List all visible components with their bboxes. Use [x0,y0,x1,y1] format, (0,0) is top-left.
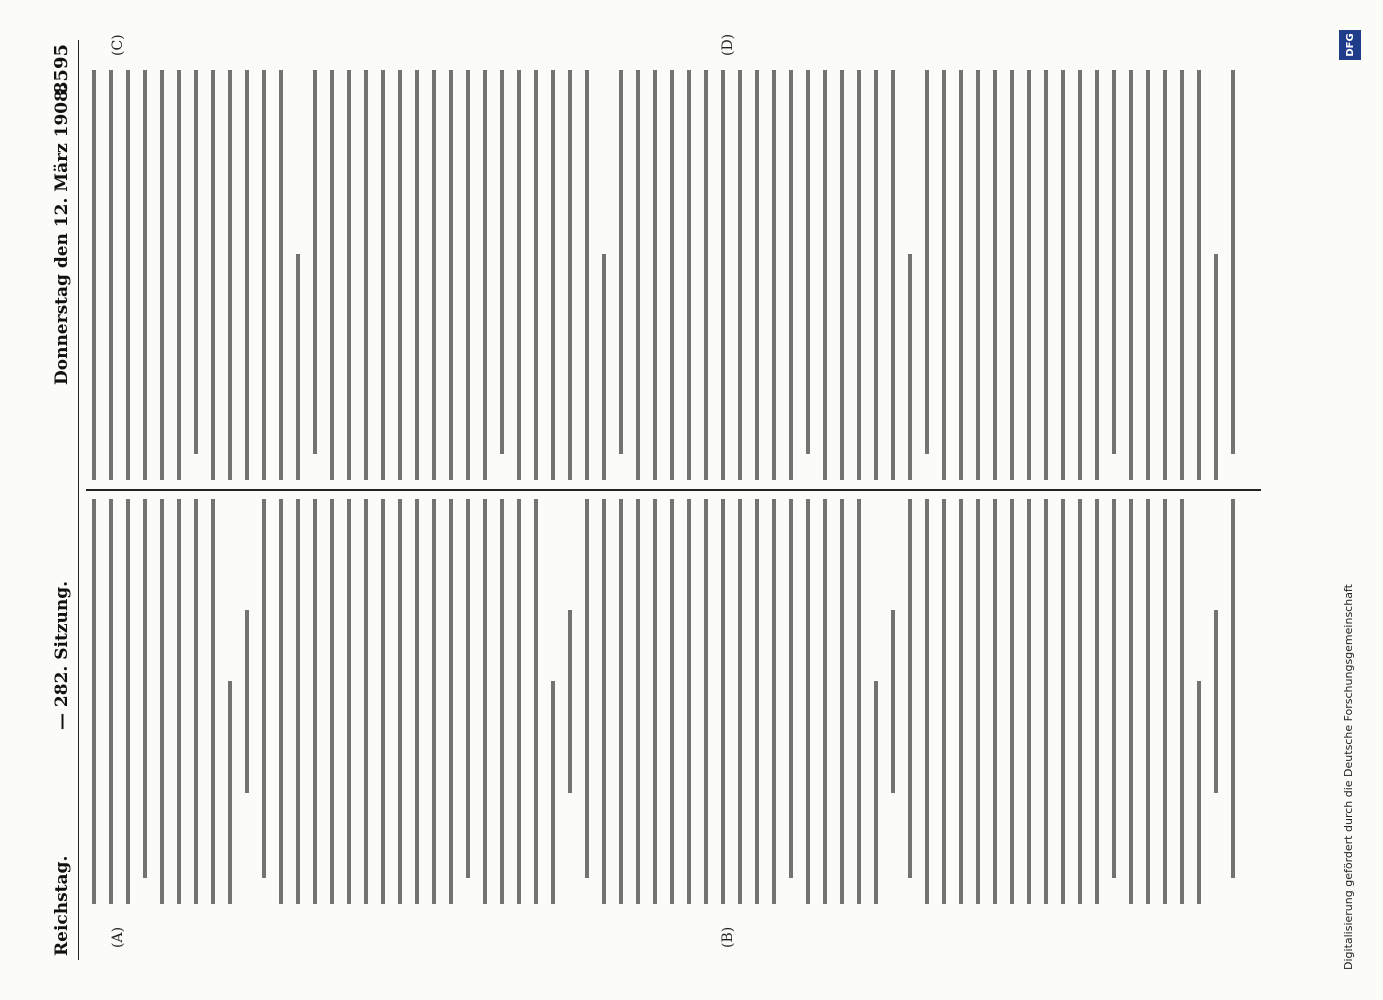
text-line [92,70,96,480]
text-line [925,499,929,904]
text-line [160,70,164,480]
text-line [653,70,657,480]
text-line [1010,499,1014,904]
text-line [1095,70,1099,480]
text-line [245,610,249,792]
text-line [857,499,861,904]
text-line [704,499,708,904]
text-line [891,610,895,792]
text-line [466,70,470,480]
text-line [1231,70,1235,454]
text-line [585,70,589,480]
text-line [364,499,368,904]
text-line [211,70,215,480]
text-line [466,499,470,878]
text-line [262,499,266,878]
page-number: 8595 [51,44,72,95]
text-line [245,70,249,480]
text-line [1095,499,1099,904]
text-line [415,70,419,480]
text-line [823,70,827,480]
text-line [993,70,997,480]
text-line [1061,499,1065,904]
text-line [976,70,980,480]
text-line [925,70,929,454]
text-line [1146,70,1150,480]
text-line [483,499,487,904]
text-line [772,70,776,480]
text-line [398,499,402,904]
text-line [432,70,436,480]
text-line [517,499,521,904]
text-line [330,499,334,904]
text-line [194,70,198,454]
running-header [48,40,79,960]
text-line [1146,499,1150,904]
text-line [653,499,657,904]
text-line [534,70,538,480]
text-line [1180,70,1184,480]
text-line [1010,70,1014,480]
text-line [1214,610,1218,792]
text-line [721,70,725,480]
text-line [1044,70,1048,480]
margin-marker-b: (B) [720,926,736,948]
text-line [1078,70,1082,480]
text-line [806,70,810,454]
text-line [738,499,742,904]
text-line [500,70,504,454]
text-line [483,70,487,480]
text-line [449,499,453,904]
text-line [381,499,385,904]
text-line [908,499,912,878]
text-line [738,70,742,480]
text-line [296,499,300,904]
text-line [1197,70,1201,480]
margin-marker-c: (C) [110,34,126,56]
text-line [1027,499,1031,904]
text-line [160,499,164,904]
dfg-logo: DFG [1339,30,1361,60]
text-line [1163,70,1167,480]
text-line [670,70,674,480]
text-line [551,70,555,480]
text-line [211,499,215,904]
text-line [500,499,504,904]
text-line [126,499,130,904]
text-line [347,499,351,904]
text-line [143,499,147,878]
text-line [823,499,827,904]
text-line [1112,70,1116,454]
text-line [755,499,759,904]
text-line [398,70,402,480]
text-line [636,499,640,904]
text-line [976,499,980,904]
text-line [279,499,283,904]
text-line [126,70,130,480]
text-line [789,70,793,480]
text-column-right [92,70,1252,480]
text-line [517,70,521,480]
text-line [92,499,96,904]
text-line [840,70,844,480]
text-line [1044,499,1048,904]
text-line [534,499,538,904]
text-line [568,610,572,792]
text-line [959,499,963,904]
text-line [1112,499,1116,878]
text-line [279,70,283,480]
text-line [789,499,793,878]
text-line [415,499,419,904]
text-line [585,499,589,878]
text-line [619,70,623,454]
text-line [381,70,385,480]
text-line [806,499,810,904]
text-line [721,499,725,904]
text-line [177,70,181,480]
text-line [874,681,878,904]
text-line [449,70,453,480]
text-line [228,70,232,480]
text-line [670,499,674,904]
text-line [602,499,606,904]
text-line [772,499,776,904]
text-column-left [92,499,1252,904]
text-line [551,681,555,904]
text-line [568,70,572,480]
text-line [1180,499,1184,904]
text-line [619,499,623,904]
text-line [687,70,691,480]
text-line [109,70,113,480]
header-chamber: Reichstag. [52,855,72,956]
text-line [704,70,708,480]
margin-marker-a: (A) [110,926,126,948]
text-line [313,499,317,904]
text-line [891,70,895,480]
text-line [1231,499,1235,878]
text-line [313,70,317,454]
header-date: Donnerstag den 12. März 1908. [52,84,72,385]
text-line [228,681,232,904]
digitization-credit [1339,30,1363,970]
text-line [1129,499,1133,904]
text-line [1129,70,1133,480]
text-line [755,70,759,480]
text-line [177,499,181,904]
text-line [109,499,113,904]
text-line [1197,681,1201,904]
text-line [262,70,266,480]
header-session: — 282. Sitzung. [52,580,72,730]
text-line [1214,255,1218,481]
text-line [1061,70,1065,480]
text-line [1163,499,1167,904]
text-line [296,255,300,481]
dfg-credit-text: Digitalisierung gefördert durch die Deutsche Forschungsgemeinschaft [1342,584,1355,970]
text-line [908,255,912,481]
text-line [432,499,436,904]
text-line [993,499,997,904]
margin-marker-d: (D) [720,33,736,56]
text-line [687,499,691,904]
text-line [1027,70,1031,480]
text-line [857,70,861,480]
text-line [959,70,963,480]
text-line [1078,499,1082,904]
text-line [874,70,878,480]
column-divider [86,490,1261,492]
text-line [143,70,147,480]
text-line [602,255,606,481]
text-line [942,499,946,904]
text-line [364,70,368,480]
text-line [347,70,351,480]
text-line [330,70,334,480]
text-line [942,70,946,480]
text-line [194,499,198,904]
text-line [840,499,844,904]
text-line [636,70,640,480]
